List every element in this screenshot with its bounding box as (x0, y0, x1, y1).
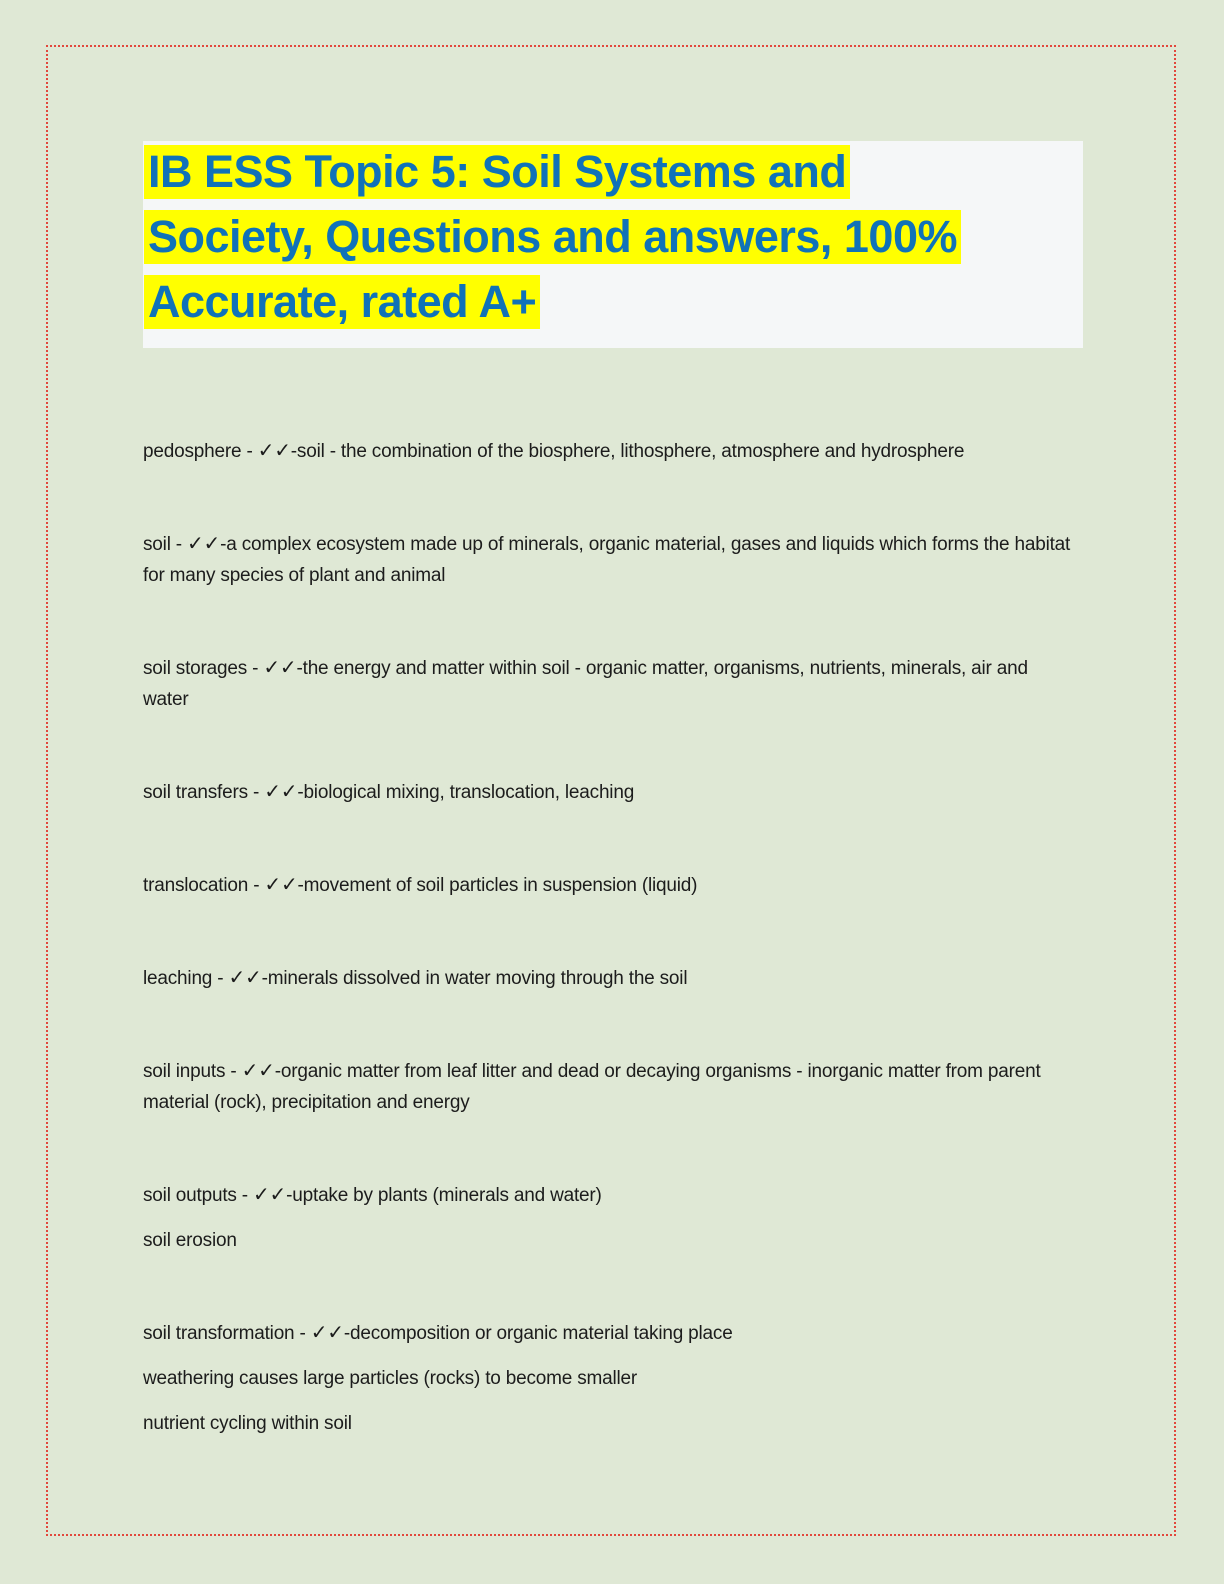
qa-definition: -the energy and matter within soil - organic matter, organisms, nutrients, minerals, air and water (143, 658, 1028, 710)
qa-definition: -organic matter from leaf litter and dead or decaying organisms - inorganic matter from parent material (rock), precipitation and energy (143, 1061, 1041, 1113)
qa-term: soil inputs - (143, 1061, 242, 1082)
qa-entry (143, 1317, 1075, 1439)
qa-line (143, 1055, 1075, 1118)
qa-entry (143, 962, 1075, 994)
page-title (144, 210, 1083, 275)
qa-term: soil transfers - (143, 782, 265, 803)
qa-entry (143, 776, 1075, 808)
qa-term: translocation - (143, 875, 265, 896)
qa-text: soil erosion (143, 1230, 237, 1251)
qa-text: nutrient cycling within soil (143, 1413, 352, 1434)
qa-definition: -movement of soil particles in suspension (liquid) (297, 875, 698, 896)
qa-definition: -soil - the combination of the biosphere, lithosphere, atmosphere and hydrosphere (290, 441, 965, 462)
qa-definition: -minerals dissolved in water moving through the soil (261, 968, 688, 989)
checkmarks: ✓✓ (187, 531, 221, 555)
qa-entry (143, 869, 1075, 901)
qa-line (143, 435, 1075, 467)
checkmarks: ✓✓ (310, 1320, 344, 1344)
qa-line (143, 1363, 1075, 1394)
qa-entry (143, 652, 1075, 715)
qa-term: pedosphere - (143, 441, 258, 462)
checkmarks: ✓✓ (257, 438, 291, 462)
qa-text: weathering causes large particles (rocks) to become smaller (143, 1368, 638, 1389)
qa-entry (143, 435, 1075, 467)
qa-line (143, 1408, 1075, 1439)
checkmarks: ✓✓ (263, 655, 297, 679)
qa-definition: -biological mixing, translocation, leaching (297, 782, 635, 803)
document-content (143, 141, 1083, 1439)
qa-term: soil outputs - (143, 1185, 253, 1206)
qa-definition: -uptake by plants (minerals and water) (286, 1185, 602, 1206)
qa-line (143, 652, 1075, 715)
qa-line (143, 776, 1075, 808)
checkmarks: ✓✓ (264, 779, 298, 803)
page-title-line: Accurate, rated A+ (144, 275, 540, 329)
page-title (144, 275, 1083, 340)
qa-line (143, 528, 1075, 591)
qa-line (143, 962, 1075, 994)
qa-definition: -decomposition or organic material taking place (343, 1323, 733, 1344)
qa-entry (143, 528, 1075, 591)
checkmarks: ✓✓ (264, 872, 298, 896)
qa-definition: -a complex ecosystem made up of minerals, organic material, gases and liquids which forms the habitat for many species of plant and animal (143, 534, 1071, 586)
qa-line (143, 1179, 1075, 1211)
qa-term: soil - (143, 534, 187, 555)
qa-line (143, 1317, 1075, 1349)
page-title-line: IB ESS Topic 5: Soil Systems and (144, 145, 850, 199)
qa-term: soil transformation - (143, 1323, 311, 1344)
title-highlight-panel (143, 141, 1083, 348)
qa-term: leaching - (143, 968, 229, 989)
qa-line (143, 1225, 1075, 1256)
checkmarks: ✓✓ (228, 965, 262, 989)
qa-entry (143, 1179, 1075, 1256)
page-title-line: Society, Questions and answers, 100% (144, 210, 961, 264)
checkmarks: ✓✓ (253, 1182, 287, 1206)
qa-term: soil storages - (143, 658, 264, 679)
checkmarks: ✓✓ (241, 1058, 275, 1082)
qa-entry (143, 1055, 1075, 1118)
qa-list (143, 435, 1075, 1439)
qa-line (143, 869, 1075, 901)
page-title (144, 145, 1083, 210)
